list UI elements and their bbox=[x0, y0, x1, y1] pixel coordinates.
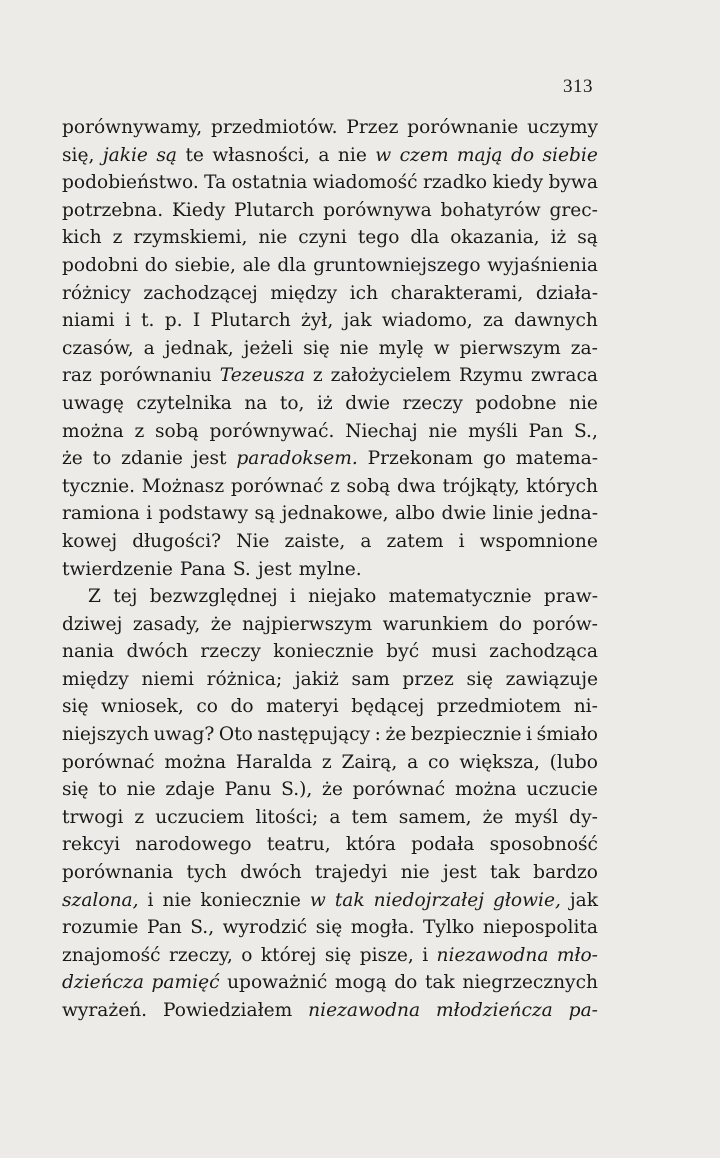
word: ostatnia bbox=[231, 172, 308, 194]
word: rzeczy bbox=[200, 641, 261, 663]
word: Rzymu bbox=[458, 365, 523, 387]
text-line bbox=[62, 666, 598, 694]
text-line bbox=[62, 142, 598, 170]
word: podstawy bbox=[158, 503, 249, 525]
word: i bbox=[146, 503, 153, 525]
word: zdanie bbox=[121, 448, 183, 470]
word: a bbox=[360, 530, 372, 552]
word: Oto bbox=[218, 724, 253, 746]
text-line bbox=[62, 114, 598, 142]
word: z bbox=[312, 365, 323, 387]
word: dziwej bbox=[62, 613, 123, 635]
word: do bbox=[394, 972, 418, 994]
word: a bbox=[143, 337, 155, 359]
word: raz bbox=[62, 365, 92, 387]
text-line bbox=[62, 887, 598, 915]
word: pamięć bbox=[151, 972, 220, 994]
word: Możnasz bbox=[141, 475, 225, 497]
word: i bbox=[289, 586, 296, 608]
word: na bbox=[244, 392, 268, 414]
word: dawnych bbox=[514, 310, 598, 332]
word: zachodząca bbox=[489, 641, 598, 663]
word: Pan bbox=[528, 420, 564, 442]
word: tej bbox=[113, 586, 138, 608]
word: niejszych bbox=[62, 724, 149, 746]
word: pisze, bbox=[359, 944, 414, 966]
word: uczucie bbox=[526, 779, 598, 801]
word: Kiedy bbox=[171, 199, 226, 221]
word: S., bbox=[190, 917, 215, 939]
word: ich bbox=[349, 282, 379, 304]
word: litości; bbox=[255, 806, 319, 828]
word: kiedy bbox=[492, 172, 544, 194]
word: nie bbox=[258, 227, 288, 249]
word: bezwzględnej bbox=[149, 586, 278, 608]
word: praw- bbox=[543, 586, 598, 608]
text-line bbox=[62, 390, 598, 418]
word: za bbox=[482, 310, 504, 332]
word: Z bbox=[88, 586, 101, 608]
word: rzeczy bbox=[402, 392, 463, 414]
word: sobą bbox=[155, 420, 199, 442]
word: niezawodna bbox=[308, 1000, 421, 1021]
word: której bbox=[260, 944, 317, 966]
word: nie bbox=[337, 144, 367, 166]
word: nie bbox=[162, 889, 192, 911]
word: niezawodna bbox=[436, 944, 549, 966]
word: do bbox=[498, 613, 523, 635]
word: będącej bbox=[351, 696, 425, 718]
word: do bbox=[230, 696, 254, 718]
word: porównywać. bbox=[209, 420, 335, 442]
word: jakiż bbox=[294, 668, 339, 690]
word: własności, bbox=[212, 144, 310, 166]
word: upoważnić bbox=[227, 972, 328, 994]
word: mylę bbox=[378, 337, 424, 359]
word: podobne bbox=[475, 392, 557, 414]
word: porównania bbox=[62, 862, 174, 884]
word: długości? bbox=[132, 530, 222, 552]
word: Haralda bbox=[235, 751, 313, 773]
word: porównać bbox=[352, 779, 446, 801]
word: tak bbox=[334, 889, 365, 911]
word: a bbox=[329, 806, 341, 828]
word: w bbox=[433, 337, 450, 359]
text-line bbox=[62, 914, 598, 942]
word: niami bbox=[62, 310, 115, 332]
word: S., bbox=[573, 420, 598, 442]
word: a bbox=[407, 751, 419, 773]
word: do bbox=[510, 144, 535, 166]
word: uczuciem bbox=[155, 806, 245, 828]
word: go bbox=[482, 448, 506, 470]
word: Plutarch bbox=[234, 199, 315, 221]
word: zawiązuje bbox=[505, 668, 598, 690]
word: Tylko bbox=[423, 917, 475, 939]
word: nania bbox=[62, 641, 115, 663]
word: że bbox=[322, 779, 343, 801]
word: rzymskiemi, bbox=[133, 227, 248, 249]
word: wspomnione bbox=[479, 530, 598, 552]
text-line bbox=[62, 473, 598, 501]
word: jest bbox=[257, 558, 292, 580]
word: bezpiecznie bbox=[410, 724, 522, 746]
word: do bbox=[144, 254, 168, 276]
word: nie bbox=[428, 420, 458, 442]
word: podała bbox=[411, 834, 475, 856]
word: niepospolita bbox=[482, 917, 598, 939]
word: t. bbox=[141, 310, 155, 332]
word: nie bbox=[400, 862, 430, 884]
word: jest bbox=[192, 448, 227, 470]
word: dzieńcza bbox=[62, 972, 144, 994]
word: paradoksem. bbox=[236, 448, 358, 470]
word: jedna- bbox=[539, 503, 598, 525]
word: różnica; bbox=[206, 668, 283, 690]
word: sam bbox=[351, 668, 390, 690]
word: większa, bbox=[459, 751, 540, 773]
word: koniecznie bbox=[273, 641, 374, 663]
text-line bbox=[62, 528, 598, 556]
word: się bbox=[466, 668, 493, 690]
word: Zairą, bbox=[341, 751, 398, 773]
word: ramiona bbox=[62, 503, 140, 525]
word: te bbox=[185, 144, 204, 166]
word: Niechaj bbox=[345, 420, 418, 442]
word: dwa bbox=[396, 475, 436, 497]
word: rekcyi bbox=[62, 834, 121, 856]
word: bywa bbox=[548, 172, 598, 194]
word: rzadko bbox=[422, 172, 488, 194]
word: i bbox=[458, 530, 465, 552]
word: zwraca bbox=[530, 365, 598, 387]
text-line bbox=[62, 638, 598, 666]
word: śmiało bbox=[536, 724, 598, 746]
word: są bbox=[156, 144, 177, 166]
word: porównać bbox=[230, 475, 324, 497]
word: a bbox=[318, 144, 330, 166]
word: głowie, bbox=[492, 889, 561, 911]
word: nie bbox=[339, 337, 369, 359]
word: porównaniu bbox=[99, 365, 212, 387]
word: uwag? bbox=[153, 724, 215, 746]
word: z bbox=[330, 475, 340, 497]
word: jednakowe, bbox=[281, 503, 389, 525]
word: to bbox=[98, 779, 117, 801]
text-line bbox=[62, 942, 598, 970]
word: dwie bbox=[441, 503, 487, 525]
word: się bbox=[315, 917, 343, 939]
word: że bbox=[62, 448, 83, 470]
word: iż bbox=[550, 227, 567, 249]
word: musi bbox=[431, 641, 477, 663]
word: z bbox=[321, 751, 332, 773]
word: dwóch bbox=[126, 641, 188, 663]
word: mło- bbox=[556, 944, 598, 966]
word: siebie bbox=[542, 144, 598, 166]
word: zdaje bbox=[165, 779, 215, 801]
word: i bbox=[147, 889, 154, 911]
word: trójkąty, bbox=[442, 475, 520, 497]
word: niegrzecznych bbox=[462, 972, 598, 994]
word: matema- bbox=[515, 448, 598, 470]
word: Ta bbox=[204, 172, 227, 194]
word: to bbox=[92, 448, 112, 470]
text-line bbox=[62, 197, 598, 225]
word: : bbox=[374, 724, 381, 746]
word: p. bbox=[164, 310, 183, 332]
word: linie bbox=[492, 503, 534, 525]
word: mają bbox=[456, 144, 503, 166]
word: przedmiotem bbox=[436, 696, 562, 718]
word: nie bbox=[568, 392, 598, 414]
word: narodowego bbox=[135, 834, 252, 856]
word: wiadomo, bbox=[381, 310, 473, 332]
word: mylne. bbox=[298, 558, 362, 580]
word: czyni bbox=[298, 227, 347, 249]
word: charakterami, bbox=[390, 282, 524, 304]
text-line bbox=[62, 556, 598, 584]
word: zatem bbox=[386, 530, 444, 552]
word: tak bbox=[490, 862, 520, 884]
word: się, bbox=[62, 144, 95, 166]
word: dwóch bbox=[240, 862, 302, 884]
text-line bbox=[62, 804, 598, 832]
word: S.), bbox=[281, 779, 313, 801]
word: Powiedziałem bbox=[163, 1000, 293, 1021]
word: się bbox=[324, 944, 352, 966]
word: wniosek, bbox=[101, 696, 184, 718]
text-line bbox=[62, 611, 598, 639]
text-line bbox=[62, 721, 598, 749]
word: pierwszym bbox=[459, 337, 561, 359]
word: porównanie bbox=[407, 117, 519, 138]
word: trwogi bbox=[62, 806, 124, 828]
word: podobieństwo. bbox=[62, 172, 199, 194]
word: porów- bbox=[532, 613, 598, 635]
word: co bbox=[428, 751, 450, 773]
word: niejako bbox=[308, 586, 377, 608]
text-line bbox=[62, 280, 598, 308]
text-line bbox=[62, 831, 598, 859]
word: nie bbox=[126, 779, 156, 801]
word: z bbox=[134, 806, 145, 828]
word: co bbox=[196, 696, 218, 718]
word: porównywamy, bbox=[62, 117, 203, 138]
word: sposobność bbox=[489, 834, 598, 856]
word: bohatyrów bbox=[440, 199, 541, 221]
word: samem, bbox=[398, 806, 472, 828]
text-line bbox=[62, 335, 598, 363]
text-line bbox=[62, 997, 598, 1025]
word: z bbox=[112, 227, 123, 249]
text-line bbox=[62, 693, 598, 721]
word: jak bbox=[343, 310, 372, 332]
text-line bbox=[62, 749, 598, 777]
word: następujący bbox=[257, 724, 371, 746]
text-line bbox=[62, 169, 598, 197]
word: szalona, bbox=[62, 889, 139, 911]
word: zasady, bbox=[132, 613, 201, 635]
word: wyjaśnienia bbox=[487, 254, 598, 276]
word: trajedyi bbox=[314, 862, 388, 884]
word: w bbox=[309, 889, 326, 911]
word: gruntowniejszego bbox=[313, 254, 481, 276]
word: tych bbox=[186, 862, 227, 884]
word: przez bbox=[402, 668, 454, 690]
page-number: 313 bbox=[563, 76, 593, 97]
word: materyi bbox=[266, 696, 339, 718]
word: dla bbox=[410, 227, 440, 249]
word: i bbox=[422, 944, 429, 966]
word: rzeczy, bbox=[169, 944, 233, 966]
text-line bbox=[62, 418, 598, 446]
text-line bbox=[62, 969, 598, 997]
word: dy- bbox=[569, 806, 598, 828]
word: matematycznie bbox=[388, 586, 532, 608]
word: Tezeusza bbox=[219, 365, 305, 387]
word: się bbox=[303, 337, 330, 359]
word: Pana bbox=[179, 558, 226, 580]
word: siebie, bbox=[174, 254, 236, 276]
word: ale bbox=[242, 254, 271, 276]
word: Plutarch bbox=[210, 310, 291, 332]
word: wyrodzić bbox=[222, 917, 308, 939]
word: z bbox=[134, 420, 145, 442]
word: albo bbox=[395, 503, 436, 525]
word: przedmiotów. bbox=[210, 117, 338, 138]
word: ni- bbox=[573, 696, 598, 718]
word: jak bbox=[569, 889, 598, 911]
word: tycznie. bbox=[62, 475, 136, 497]
word: I bbox=[192, 310, 201, 332]
text-line bbox=[62, 583, 598, 611]
word: teatru, bbox=[266, 834, 331, 856]
word: porównać bbox=[62, 751, 155, 773]
word: których bbox=[526, 475, 598, 497]
text-line bbox=[62, 859, 598, 887]
word: żył, bbox=[301, 310, 334, 332]
word: się bbox=[62, 696, 89, 718]
word: jeżeli bbox=[243, 337, 294, 359]
word: dla bbox=[277, 254, 307, 276]
word: są bbox=[254, 503, 276, 525]
word: najpierwszym bbox=[242, 613, 373, 635]
word: uczymy bbox=[527, 117, 598, 138]
word: kich bbox=[62, 227, 102, 249]
word: że bbox=[385, 724, 407, 746]
word: Przez bbox=[346, 117, 399, 138]
word: myśl bbox=[514, 806, 559, 828]
word: niemi bbox=[141, 668, 194, 690]
word: potrzebna. bbox=[62, 199, 164, 221]
word: czasów, bbox=[62, 337, 134, 359]
text-line bbox=[62, 776, 598, 804]
word: pa- bbox=[568, 1000, 598, 1021]
word: znajomość bbox=[62, 944, 161, 966]
word: wiadomość bbox=[312, 172, 418, 194]
word: i bbox=[526, 724, 533, 746]
word: mogła. bbox=[350, 917, 415, 939]
word: czem bbox=[399, 144, 449, 166]
text-line bbox=[62, 362, 598, 390]
text-line bbox=[62, 500, 598, 528]
word: to, bbox=[279, 392, 305, 414]
word: że bbox=[482, 806, 504, 828]
word: między bbox=[62, 668, 129, 690]
word: twierdzenie bbox=[62, 558, 173, 580]
word: wyrażeń. bbox=[62, 1000, 148, 1021]
text-line bbox=[62, 224, 598, 252]
word: być bbox=[386, 641, 420, 663]
word: Nie bbox=[236, 530, 270, 552]
word: jakie bbox=[102, 144, 148, 166]
word: Panu bbox=[224, 779, 272, 801]
word: myśli bbox=[468, 420, 518, 442]
word: tem bbox=[351, 806, 388, 828]
word: która bbox=[345, 834, 396, 856]
word: grec- bbox=[549, 199, 598, 221]
word: między bbox=[270, 282, 338, 304]
word: założycielem bbox=[330, 365, 451, 387]
word: bardzo bbox=[533, 862, 598, 884]
word: i bbox=[124, 310, 131, 332]
word: że bbox=[210, 613, 232, 635]
word: warunkiem bbox=[382, 613, 489, 635]
word: (lubo bbox=[549, 751, 598, 773]
word: zaiste, bbox=[284, 530, 346, 552]
word: zachodzącej bbox=[143, 282, 258, 304]
word: za- bbox=[570, 337, 598, 359]
word: można bbox=[454, 779, 517, 801]
word: czytelnika bbox=[136, 392, 232, 414]
word: można bbox=[164, 751, 227, 773]
word: jednak, bbox=[164, 337, 234, 359]
word: się bbox=[62, 779, 89, 801]
word: w bbox=[375, 144, 392, 166]
word: rozumie bbox=[62, 917, 139, 939]
word: jest bbox=[442, 862, 477, 884]
word: są bbox=[577, 227, 598, 249]
word: koniecznie bbox=[200, 889, 301, 911]
word: sobą bbox=[346, 475, 391, 497]
word: S. bbox=[232, 558, 251, 580]
word: o bbox=[241, 944, 253, 966]
word: dwie bbox=[345, 392, 390, 414]
text-line bbox=[62, 307, 598, 335]
word: okazania, bbox=[450, 227, 540, 249]
word: młodzieńcza bbox=[435, 1000, 553, 1021]
word: porównywa bbox=[323, 199, 432, 221]
word: kowej bbox=[62, 530, 118, 552]
word: niedojrzałej bbox=[373, 889, 484, 911]
word: Pan bbox=[146, 917, 182, 939]
word: działa- bbox=[535, 282, 598, 304]
word: podobni bbox=[62, 254, 139, 276]
word: uwagę bbox=[62, 392, 124, 414]
body-text bbox=[62, 114, 598, 1025]
word: mogą bbox=[334, 972, 387, 994]
word: Przekonam bbox=[367, 448, 473, 470]
word: różnicy bbox=[62, 282, 131, 304]
text-line bbox=[62, 445, 598, 473]
text-line bbox=[62, 252, 598, 280]
word: tak bbox=[424, 972, 455, 994]
word: iż bbox=[316, 392, 333, 414]
word: tego bbox=[357, 227, 400, 249]
word: można bbox=[62, 420, 124, 442]
